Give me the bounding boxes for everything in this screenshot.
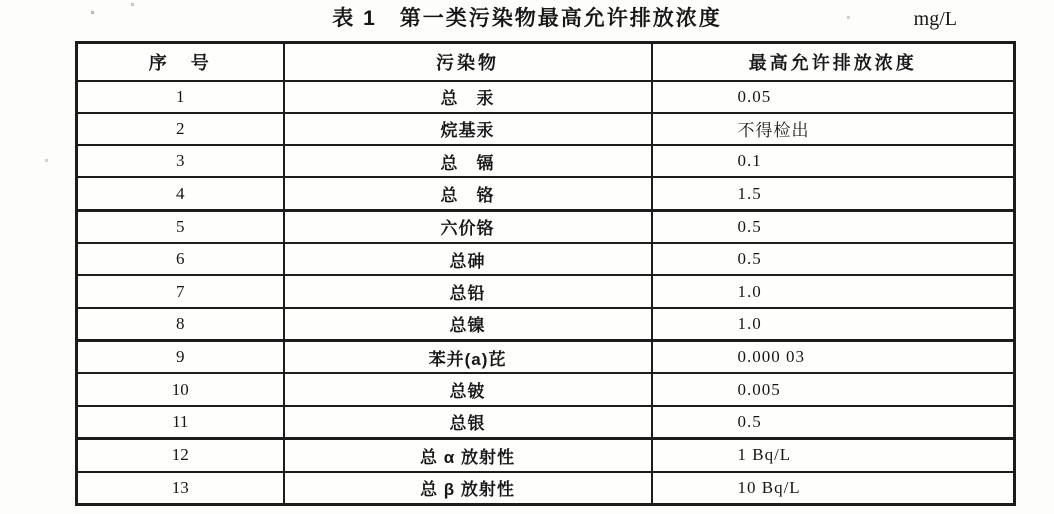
cell-serial: 8 bbox=[77, 308, 284, 341]
cell-value: 10 Bq/L bbox=[652, 472, 1015, 505]
cell-pollutant: 烷基汞 bbox=[284, 113, 652, 145]
unit-label: mg/L bbox=[913, 8, 957, 30]
cell-value: 0.5 bbox=[652, 243, 1015, 275]
table-row-1 bbox=[77, 81, 1015, 113]
table-row-7 bbox=[77, 275, 1015, 307]
cell-pollutant: 六价铬 bbox=[284, 210, 652, 243]
cell-value: 0.5 bbox=[652, 406, 1015, 439]
table-row-8 bbox=[77, 308, 1015, 341]
table-row-6 bbox=[77, 243, 1015, 275]
cell-pollutant: 总 铬 bbox=[284, 177, 652, 210]
header-pollutant: 污染物 bbox=[284, 43, 652, 81]
cell-pollutant: 总 β 放射性 bbox=[284, 472, 652, 505]
table-row-12 bbox=[77, 439, 1015, 472]
cell-serial: 13 bbox=[77, 472, 284, 505]
scan-noise bbox=[0, 0, 1, 1]
cell-serial: 1 bbox=[77, 81, 284, 113]
cell-serial: 7 bbox=[77, 275, 284, 307]
cell-value: 0.000 03 bbox=[652, 341, 1015, 374]
cell-serial: 6 bbox=[77, 243, 284, 275]
cell-value: 0.5 bbox=[652, 210, 1015, 243]
pollutant-limits-table bbox=[75, 41, 1016, 506]
table-header-row bbox=[77, 43, 1015, 81]
cell-serial: 12 bbox=[77, 439, 284, 472]
cell-value: 0.05 bbox=[652, 81, 1015, 113]
table-row-11 bbox=[77, 406, 1015, 439]
cell-pollutant: 总铅 bbox=[284, 275, 652, 307]
table-row-13 bbox=[77, 472, 1015, 505]
table-caption bbox=[0, 3, 1054, 39]
cell-pollutant: 总 镉 bbox=[284, 145, 652, 177]
table-row-10 bbox=[77, 373, 1015, 405]
header-max-concentration: 最高允许排放浓度 bbox=[652, 43, 1015, 81]
cell-pollutant: 总银 bbox=[284, 406, 652, 439]
cell-serial: 4 bbox=[77, 177, 284, 210]
cell-pollutant: 总砷 bbox=[284, 243, 652, 275]
cell-pollutant: 总镍 bbox=[284, 308, 652, 341]
table-row-5 bbox=[77, 210, 1015, 243]
cell-pollutant: 总 汞 bbox=[284, 81, 652, 113]
table-row-3 bbox=[77, 145, 1015, 177]
cell-value: 0.005 bbox=[652, 373, 1015, 405]
table-title: 表 1 第一类污染物最高允许排放浓度 bbox=[332, 7, 722, 30]
cell-serial: 2 bbox=[77, 113, 284, 145]
cell-value: 1.5 bbox=[652, 177, 1015, 210]
cell-serial: 10 bbox=[77, 373, 284, 405]
table-row-9 bbox=[77, 341, 1015, 374]
header-serial-number: 序 号 bbox=[77, 43, 284, 81]
cell-serial: 9 bbox=[77, 341, 284, 374]
table-row-4 bbox=[77, 177, 1015, 210]
cell-pollutant: 总 α 放射性 bbox=[284, 439, 652, 472]
cell-value: 不得检出 bbox=[652, 113, 1015, 145]
cell-pollutant: 总铍 bbox=[284, 373, 652, 405]
table-row-2 bbox=[77, 113, 1015, 145]
cell-value: 1.0 bbox=[652, 275, 1015, 307]
cell-pollutant: 苯并(a)芘 bbox=[284, 341, 652, 374]
cell-serial: 3 bbox=[77, 145, 284, 177]
cell-serial: 5 bbox=[77, 210, 284, 243]
cell-serial: 11 bbox=[77, 406, 284, 439]
cell-value: 1.0 bbox=[652, 308, 1015, 341]
cell-value: 1 Bq/L bbox=[652, 439, 1015, 472]
cell-value: 0.1 bbox=[652, 145, 1015, 177]
